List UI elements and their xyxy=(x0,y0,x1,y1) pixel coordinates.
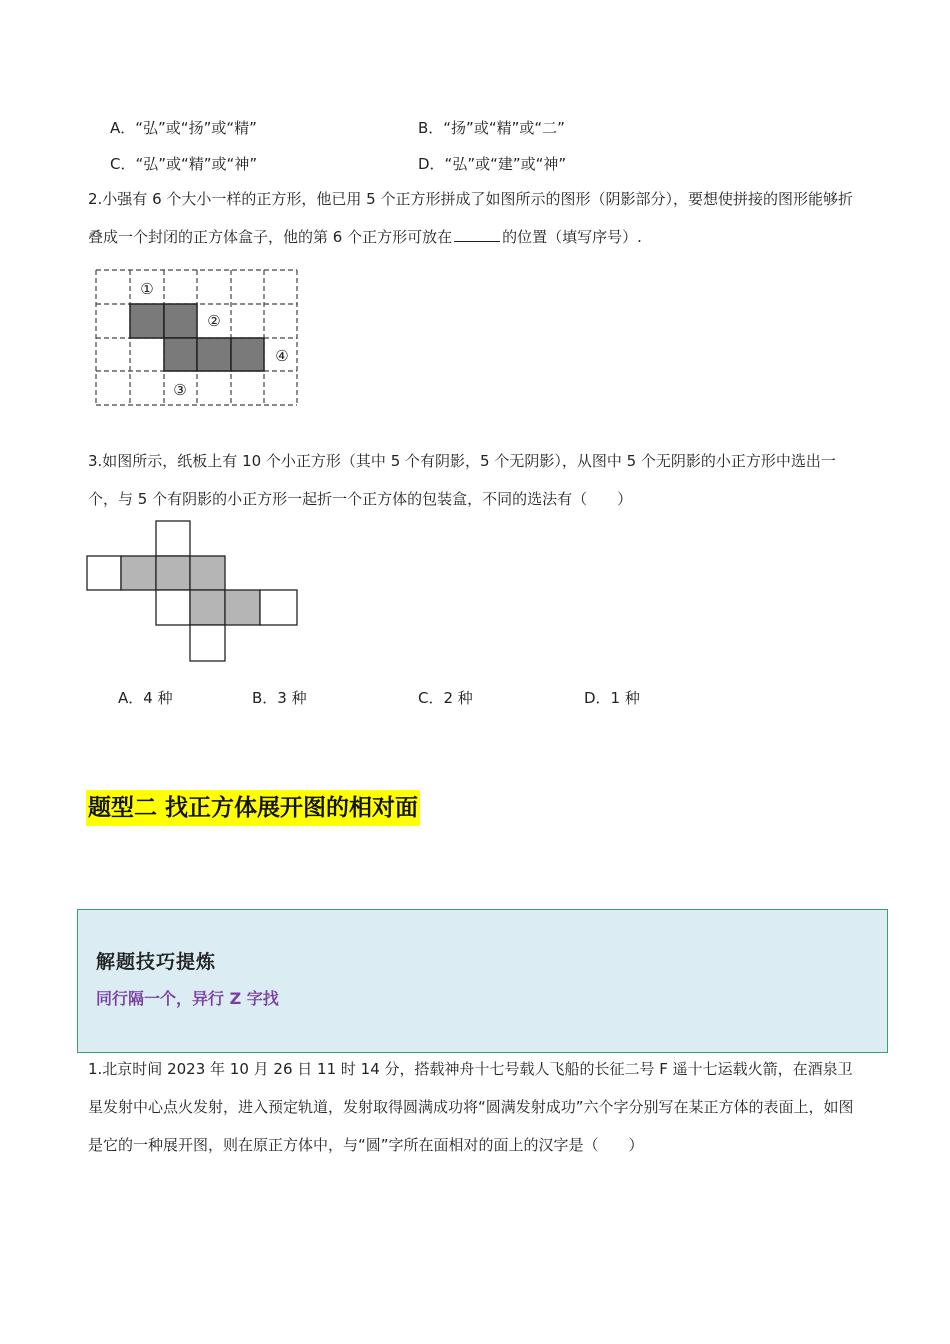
tips-box xyxy=(77,909,888,1053)
q3-shaded-square xyxy=(225,590,260,625)
q2-shaded-square xyxy=(164,304,197,338)
q2-marker-2: ② xyxy=(207,312,221,330)
tips-rule: 同行隔一个，异行 Z 字找 xyxy=(96,989,279,1008)
q2-marker-1: ① xyxy=(140,280,154,298)
q1-option-c: C．“弘”或“精”或“神” xyxy=(110,155,258,173)
q3-option-c: C．2 种 xyxy=(418,689,473,707)
q2-marker-4: ④ xyxy=(275,347,289,365)
q3-shaded-square xyxy=(156,556,190,590)
section-title: 题型二 找正方体展开图的相对面 xyxy=(86,790,420,826)
q2-grid-figure xyxy=(94,268,302,408)
q3-option-d: D．1 种 xyxy=(584,689,640,707)
q2-text-after: 的位置（填写序号）. xyxy=(502,228,642,246)
q1-option-a: A．“弘”或“扬”或“精” xyxy=(110,119,257,137)
q3-shaded-square xyxy=(190,556,225,590)
q3-blank-square xyxy=(190,625,225,661)
q3-net-figure xyxy=(86,520,300,664)
tips-title: 解题技巧提炼 xyxy=(96,951,217,973)
q2-shaded-square xyxy=(197,338,231,371)
q2-answer-blank xyxy=(454,227,500,242)
q2-marker-3: ③ xyxy=(173,381,187,399)
q3-blank-square xyxy=(156,590,190,625)
q2-text-before: 2.小强有 6 个大小一样的正方形，他已用 5 个正方形拼成了如图所示的图形（阴影部分），要想使拼接的图形能够折叠成一个封闭的正方体盒子，他的第 6 个正方形可放在 xyxy=(88,190,853,246)
q3-option-a: A．4 种 xyxy=(118,689,173,707)
q2-question xyxy=(88,180,858,256)
q3-blank-square xyxy=(156,521,190,556)
q3-option-b: B．3 种 xyxy=(252,689,307,707)
q1-option-b: B．“扬”或“精”或“二” xyxy=(418,119,565,137)
q3-shaded-square xyxy=(190,590,225,625)
q2-shaded-square xyxy=(164,338,197,371)
q2-shaded-square xyxy=(130,304,164,338)
q3-shaded-square xyxy=(121,556,156,590)
q4-question: 1.北京时间 2023 年 10 月 26 日 11 时 14 分，搭载神舟十七号载人飞船的长征二号 F 遥十七运载火箭，在酒泉卫星发射中心点火发射，进入预定轨道，发射取得圆满成功将“圆满发射成功”六个字分别写在某正方体的表面上，如图是它的一种展开图，则在原正方体中，与“圆”字所在面相对的面上的汉字是（ ） xyxy=(88,1060,854,1154)
q1-option-d: D．“弘”或“建”或“神” xyxy=(418,155,567,173)
q3-blank-square xyxy=(260,590,297,625)
q3-blank-square xyxy=(87,556,121,590)
q3-question: 3.如图所示，纸板上有 10 个小正方形（其中 5 个有阴影，5 个无阴影），从图中 5 个无阴影的小正方形中选出一个，与 5 个有阴影的小正方形一起折一个正方体的包装盒，不同的选法有（ ） xyxy=(88,452,836,508)
q2-shaded-square xyxy=(231,338,264,371)
